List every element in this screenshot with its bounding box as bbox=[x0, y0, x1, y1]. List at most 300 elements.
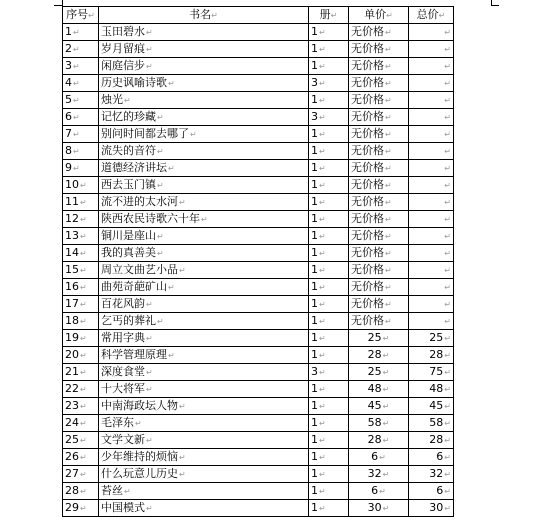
unit-price-cell[interactable] bbox=[349, 41, 409, 58]
book-title-text: 十大将军 bbox=[101, 381, 145, 395]
book-title-cell[interactable] bbox=[99, 24, 309, 41]
book-title-cell[interactable] bbox=[99, 296, 309, 313]
row-number-cell[interactable] bbox=[63, 500, 99, 517]
paragraph-mark: ↵ bbox=[444, 163, 451, 173]
book-title-text: 苔丝 bbox=[101, 483, 123, 497]
unit-price-cell[interactable] bbox=[349, 347, 409, 364]
paragraph-mark: ↵ bbox=[444, 350, 451, 360]
row-number-cell[interactable] bbox=[63, 381, 99, 398]
unit-price-text: 无价格 bbox=[351, 75, 384, 89]
row-number-cell[interactable] bbox=[63, 466, 99, 483]
paragraph-mark: ↵ bbox=[80, 214, 87, 224]
unit-price-cell[interactable] bbox=[349, 364, 409, 381]
paragraph-mark: ↵ bbox=[444, 452, 451, 462]
unit-price-text: 45 bbox=[367, 398, 382, 412]
row-number-cell[interactable] bbox=[63, 313, 99, 330]
unit-price-text: 无价格 bbox=[351, 109, 384, 123]
paragraph-mark: ↵ bbox=[382, 350, 390, 360]
row-number-cell[interactable] bbox=[63, 398, 99, 415]
paragraph-mark: ↵ bbox=[319, 231, 326, 241]
row-number-cell[interactable] bbox=[63, 126, 99, 143]
table-row bbox=[63, 279, 454, 296]
row-number-cell[interactable] bbox=[63, 92, 99, 109]
unit-price-cell[interactable] bbox=[349, 109, 409, 126]
volume-count-cell[interactable] bbox=[309, 466, 349, 483]
total-price-cell[interactable] bbox=[409, 143, 454, 160]
table-row bbox=[63, 24, 454, 41]
total-price-cell[interactable] bbox=[409, 500, 454, 517]
total-price-cell[interactable] bbox=[409, 415, 454, 432]
book-title-cell[interactable] bbox=[99, 398, 309, 415]
row-number-cell[interactable] bbox=[63, 24, 99, 41]
paragraph-mark: ↵ bbox=[146, 299, 153, 309]
volume-count-cell[interactable] bbox=[309, 364, 349, 381]
table-row bbox=[63, 381, 454, 398]
paragraph-mark: ↵ bbox=[80, 435, 87, 445]
table-row bbox=[63, 109, 454, 126]
row-number-text: 25 bbox=[65, 432, 79, 446]
volume-count-cell[interactable] bbox=[309, 381, 349, 398]
paragraph-mark: ↵ bbox=[124, 95, 131, 105]
row-number-cell[interactable] bbox=[63, 228, 99, 245]
total-price-text: 25 bbox=[429, 330, 444, 344]
volume-count-cell[interactable] bbox=[309, 279, 349, 296]
header-volume[interactable]: 册↵ bbox=[309, 7, 349, 24]
paragraph-mark: ↵ bbox=[168, 163, 175, 173]
paragraph-mark: ↵ bbox=[444, 435, 451, 445]
paragraph-mark: ↵ bbox=[80, 469, 87, 479]
unit-price-cell[interactable] bbox=[349, 194, 409, 211]
book-title-cell[interactable] bbox=[99, 262, 309, 279]
total-price-cell[interactable] bbox=[409, 228, 454, 245]
paragraph-mark: ↵ bbox=[168, 78, 175, 88]
unit-price-cell[interactable] bbox=[349, 262, 409, 279]
book-title-text: 西去玉门镇 bbox=[101, 177, 156, 191]
unit-price-cell[interactable] bbox=[349, 245, 409, 262]
book-title-text: 百花风韵 bbox=[101, 296, 145, 310]
row-number-cell[interactable] bbox=[63, 262, 99, 279]
volume-count-cell[interactable] bbox=[309, 58, 349, 75]
unit-price-text: 无价格 bbox=[351, 296, 384, 310]
paragraph-mark: ↵ bbox=[385, 214, 392, 224]
total-price-cell[interactable] bbox=[409, 109, 454, 126]
book-title-cell[interactable] bbox=[99, 143, 309, 160]
total-price-text: 75 bbox=[429, 364, 444, 378]
volume-count-text: 1 bbox=[311, 177, 318, 191]
book-title-cell[interactable] bbox=[99, 466, 309, 483]
unit-price-cell[interactable] bbox=[349, 143, 409, 160]
book-title-text: 岁月留痕 bbox=[101, 41, 145, 55]
unit-price-text: 无价格 bbox=[351, 160, 384, 174]
total-price-text: 6 bbox=[436, 449, 444, 463]
total-price-cell[interactable] bbox=[409, 466, 454, 483]
table-row bbox=[63, 126, 454, 143]
volume-count-cell[interactable] bbox=[309, 296, 349, 313]
total-price-cell[interactable] bbox=[409, 211, 454, 228]
row-number-cell[interactable] bbox=[63, 58, 99, 75]
volume-count-cell[interactable] bbox=[309, 432, 349, 449]
table-row bbox=[63, 228, 454, 245]
total-price-cell[interactable] bbox=[409, 92, 454, 109]
total-price-cell[interactable] bbox=[409, 449, 454, 466]
book-title-cell[interactable] bbox=[99, 483, 309, 500]
book-title-cell[interactable] bbox=[99, 92, 309, 109]
header-no[interactable]: 序号↵ bbox=[63, 7, 99, 24]
paragraph-mark: ↵ bbox=[73, 112, 80, 122]
paragraph-mark: ↵ bbox=[157, 112, 164, 122]
row-number-cell[interactable] bbox=[63, 177, 99, 194]
paragraph-mark: ↵ bbox=[385, 78, 392, 88]
paragraph-mark: ↵ bbox=[444, 299, 451, 309]
paragraph-mark: ↵ bbox=[385, 61, 392, 71]
volume-count-text: 1 bbox=[311, 347, 318, 361]
unit-price-cell[interactable] bbox=[349, 449, 409, 466]
total-price-cell[interactable] bbox=[409, 160, 454, 177]
unit-price-cell[interactable] bbox=[349, 160, 409, 177]
paragraph-mark: ↵ bbox=[319, 418, 326, 428]
row-number-cell[interactable] bbox=[63, 143, 99, 160]
paragraph-mark: ↵ bbox=[179, 265, 186, 275]
row-number-text: 5 bbox=[65, 92, 72, 106]
volume-count-text: 1 bbox=[311, 126, 318, 140]
row-number-cell[interactable] bbox=[63, 41, 99, 58]
unit-price-cell[interactable] bbox=[349, 126, 409, 143]
unit-price-text: 无价格 bbox=[351, 41, 384, 55]
paragraph-mark: ↵ bbox=[179, 469, 186, 479]
paragraph-mark: ↵ bbox=[319, 61, 326, 71]
table-row bbox=[63, 466, 454, 483]
row-number-cell[interactable] bbox=[63, 364, 99, 381]
row-number-text: 21 bbox=[65, 364, 79, 378]
total-price-cell[interactable] bbox=[409, 58, 454, 75]
row-number-cell[interactable] bbox=[63, 330, 99, 347]
book-title-cell[interactable] bbox=[99, 228, 309, 245]
unit-price-text: 28 bbox=[367, 347, 382, 361]
book-title-cell[interactable] bbox=[99, 415, 309, 432]
total-price-cell[interactable] bbox=[409, 347, 454, 364]
volume-count-cell[interactable] bbox=[309, 500, 349, 517]
volume-count-cell[interactable] bbox=[309, 143, 349, 160]
unit-price-cell[interactable] bbox=[349, 466, 409, 483]
paragraph-mark: ↵ bbox=[80, 452, 87, 462]
paragraph-mark: ↵ bbox=[146, 503, 153, 513]
row-number-text: 23 bbox=[65, 398, 79, 412]
total-price-cell[interactable] bbox=[409, 126, 454, 143]
volume-count-cell[interactable] bbox=[309, 75, 349, 92]
volume-count-cell[interactable] bbox=[309, 160, 349, 177]
total-price-cell[interactable] bbox=[409, 330, 454, 347]
paragraph-mark: ↵ bbox=[73, 129, 80, 139]
total-price-cell[interactable] bbox=[409, 279, 454, 296]
total-price-cell[interactable] bbox=[409, 177, 454, 194]
paragraph-mark: ↵ bbox=[319, 44, 326, 54]
paragraph-mark: ↵ bbox=[80, 316, 87, 326]
total-price-cell[interactable] bbox=[409, 41, 454, 58]
unit-price-cell[interactable] bbox=[349, 92, 409, 109]
row-number-text: 13 bbox=[65, 228, 79, 242]
paragraph-mark: ↵ bbox=[319, 180, 326, 190]
row-number-cell[interactable] bbox=[63, 245, 99, 262]
book-list-table bbox=[62, 6, 454, 517]
volume-count-cell[interactable] bbox=[309, 194, 349, 211]
paragraph-mark: ↵ bbox=[385, 163, 392, 173]
unit-price-text: 32 bbox=[367, 466, 382, 480]
book-title-text: 曲苑奇葩矿山 bbox=[101, 279, 167, 293]
book-title-cell[interactable] bbox=[99, 347, 309, 364]
total-price-cell[interactable] bbox=[409, 24, 454, 41]
table-row bbox=[63, 177, 454, 194]
unit-price-cell[interactable] bbox=[349, 75, 409, 92]
row-number-cell[interactable] bbox=[63, 75, 99, 92]
paragraph-mark: ↵ bbox=[190, 129, 197, 139]
paragraph-mark: ↵ bbox=[319, 367, 326, 377]
book-title-text: 文学文新 bbox=[101, 432, 145, 446]
book-title-cell[interactable] bbox=[99, 432, 309, 449]
paragraph-mark: ↵ bbox=[168, 350, 175, 360]
book-title-cell[interactable] bbox=[99, 381, 309, 398]
volume-count-cell[interactable] bbox=[309, 415, 349, 432]
unit-price-text: 无价格 bbox=[351, 228, 384, 242]
volume-count-text: 1 bbox=[311, 398, 318, 412]
paragraph-mark: ↵ bbox=[319, 384, 326, 394]
header-title[interactable]: 书名↵ bbox=[99, 7, 309, 24]
table-row bbox=[63, 92, 454, 109]
unit-price-cell[interactable] bbox=[349, 432, 409, 449]
paragraph-mark: ↵ bbox=[319, 248, 326, 258]
paragraph-mark: ↵ bbox=[80, 418, 87, 428]
volume-count-cell[interactable] bbox=[309, 398, 349, 415]
paragraph-mark: ↵ bbox=[385, 180, 392, 190]
unit-price-cell[interactable] bbox=[349, 483, 409, 500]
unit-price-cell[interactable] bbox=[349, 330, 409, 347]
row-number-cell[interactable] bbox=[63, 432, 99, 449]
total-price-cell[interactable] bbox=[409, 296, 454, 313]
book-title-cell[interactable] bbox=[99, 177, 309, 194]
volume-count-text: 1 bbox=[311, 500, 318, 514]
paragraph-mark: ↵ bbox=[319, 163, 326, 173]
volume-count-cell[interactable] bbox=[309, 24, 349, 41]
paragraph-mark: ↵ bbox=[80, 231, 87, 241]
volume-count-cell[interactable] bbox=[309, 262, 349, 279]
paragraph-mark: ↵ bbox=[124, 486, 131, 496]
volume-count-cell[interactable] bbox=[309, 228, 349, 245]
total-price-cell[interactable] bbox=[409, 194, 454, 211]
book-title-text: 流不进的太水河 bbox=[101, 194, 178, 208]
total-price-text: 6 bbox=[436, 483, 444, 497]
row-number-text: 4 bbox=[65, 75, 72, 89]
paragraph-mark: ↵ bbox=[73, 27, 80, 37]
paragraph-mark: ↵ bbox=[444, 129, 451, 139]
paragraph-mark: ↵ bbox=[80, 486, 87, 496]
book-title-text: 科学管理原理 bbox=[101, 347, 167, 361]
volume-count-cell[interactable] bbox=[309, 126, 349, 143]
volume-count-text: 1 bbox=[311, 330, 318, 344]
paragraph-mark: ↵ bbox=[80, 503, 87, 513]
row-number-cell[interactable] bbox=[63, 211, 99, 228]
total-price-cell[interactable] bbox=[409, 245, 454, 262]
unit-price-cell[interactable] bbox=[349, 398, 409, 415]
paragraph-mark: ↵ bbox=[385, 129, 392, 139]
table-row bbox=[63, 194, 454, 211]
paragraph-mark: ↵ bbox=[80, 401, 87, 411]
table-row bbox=[63, 262, 454, 279]
volume-count-cell[interactable] bbox=[309, 109, 349, 126]
paragraph-mark: ↵ bbox=[80, 248, 87, 258]
volume-count-cell[interactable] bbox=[309, 211, 349, 228]
book-title-text: 闲庭信步 bbox=[101, 58, 145, 72]
table-row bbox=[63, 245, 454, 262]
unit-price-cell[interactable] bbox=[349, 296, 409, 313]
row-number-text: 16 bbox=[65, 279, 79, 293]
paragraph-mark: ↵ bbox=[146, 367, 153, 377]
row-number-text: 11 bbox=[65, 194, 79, 208]
paragraph-mark: ↵ bbox=[385, 44, 392, 54]
table-row bbox=[63, 41, 454, 58]
book-title-cell[interactable] bbox=[99, 313, 309, 330]
paragraph-mark: ↵ bbox=[385, 299, 392, 309]
book-title-cell[interactable] bbox=[99, 41, 309, 58]
paragraph-mark: ↵ bbox=[319, 469, 326, 479]
volume-count-cell[interactable] bbox=[309, 449, 349, 466]
paragraph-mark: ↵ bbox=[319, 282, 326, 292]
book-title-cell[interactable] bbox=[99, 160, 309, 177]
row-number-cell[interactable] bbox=[63, 160, 99, 177]
book-title-cell[interactable] bbox=[99, 279, 309, 296]
book-title-cell[interactable] bbox=[99, 109, 309, 126]
total-price-cell[interactable] bbox=[409, 262, 454, 279]
row-number-text: 7 bbox=[65, 126, 72, 140]
row-number-cell[interactable] bbox=[63, 415, 99, 432]
header-total-price[interactable]: 总价↵ bbox=[409, 7, 454, 24]
paragraph-mark: ↵ bbox=[146, 27, 153, 37]
paragraph-mark: ↵ bbox=[385, 197, 392, 207]
paragraph-mark: ↵ bbox=[319, 299, 326, 309]
row-number-text: 20 bbox=[65, 347, 79, 361]
volume-count-cell[interactable] bbox=[309, 347, 349, 364]
paragraph-mark: ↵ bbox=[80, 265, 87, 275]
book-title-cell[interactable] bbox=[99, 126, 309, 143]
paragraph-mark: ↵ bbox=[319, 316, 326, 326]
volume-count-text: 1 bbox=[311, 381, 318, 395]
book-title-text: 我的真善美 bbox=[101, 245, 156, 259]
row-number-text: 10 bbox=[65, 177, 79, 191]
page-corner-mark bbox=[54, 5, 62, 6]
unit-price-cell[interactable] bbox=[349, 211, 409, 228]
total-price-cell[interactable] bbox=[409, 364, 454, 381]
table-row bbox=[63, 296, 454, 313]
unit-price-cell[interactable] bbox=[349, 415, 409, 432]
row-number-cell[interactable] bbox=[63, 109, 99, 126]
row-number-text: 1 bbox=[65, 24, 72, 38]
volume-count-cell[interactable] bbox=[309, 483, 349, 500]
paragraph-mark: ↵ bbox=[444, 248, 451, 258]
paragraph-mark: ↵ bbox=[146, 333, 153, 343]
total-price-text: 58 bbox=[429, 415, 444, 429]
volume-count-cell[interactable] bbox=[309, 330, 349, 347]
book-title-text: 中南海政坛人物 bbox=[101, 398, 178, 412]
unit-price-cell[interactable] bbox=[349, 177, 409, 194]
total-price-cell[interactable] bbox=[409, 483, 454, 500]
table-row bbox=[63, 160, 454, 177]
unit-price-cell[interactable] bbox=[349, 58, 409, 75]
volume-count-cell[interactable] bbox=[309, 245, 349, 262]
total-price-cell[interactable] bbox=[409, 381, 454, 398]
volume-count-text: 3 bbox=[311, 75, 318, 89]
book-title-cell[interactable] bbox=[99, 449, 309, 466]
volume-count-text: 1 bbox=[311, 194, 318, 208]
volume-count-cell[interactable] bbox=[309, 41, 349, 58]
row-number-cell[interactable] bbox=[63, 194, 99, 211]
paragraph-mark: ↵ bbox=[135, 418, 142, 428]
unit-price-cell[interactable] bbox=[349, 500, 409, 517]
header-unit-price[interactable]: 单价↵ bbox=[349, 7, 409, 24]
row-number-cell[interactable] bbox=[63, 296, 99, 313]
book-title-cell[interactable] bbox=[99, 330, 309, 347]
volume-count-cell[interactable] bbox=[309, 92, 349, 109]
unit-price-cell[interactable] bbox=[349, 24, 409, 41]
book-title-cell[interactable] bbox=[99, 245, 309, 262]
volume-count-text: 1 bbox=[311, 483, 318, 497]
book-title-cell[interactable] bbox=[99, 75, 309, 92]
total-price-cell[interactable] bbox=[409, 432, 454, 449]
unit-price-text: 无价格 bbox=[351, 262, 384, 276]
unit-price-cell[interactable] bbox=[349, 228, 409, 245]
table-header-row bbox=[63, 7, 454, 24]
row-number-cell[interactable] bbox=[63, 347, 99, 364]
book-title-text: 历史讽喻诗歌 bbox=[101, 75, 167, 89]
paragraph-mark: ↵ bbox=[80, 299, 87, 309]
table-row bbox=[63, 415, 454, 432]
unit-price-text: 58 bbox=[367, 415, 382, 429]
paragraph-mark: ↵ bbox=[382, 503, 390, 513]
book-title-cell[interactable] bbox=[99, 194, 309, 211]
paragraph-mark: ↵ bbox=[80, 197, 87, 207]
paragraph-mark: ↵ bbox=[444, 231, 451, 241]
volume-count-cell[interactable] bbox=[309, 313, 349, 330]
row-number-cell[interactable] bbox=[63, 279, 99, 296]
table-row bbox=[63, 449, 454, 466]
paragraph-mark: ↵ bbox=[201, 214, 208, 224]
paragraph-mark: ↵ bbox=[382, 384, 390, 394]
paragraph-mark: ↵ bbox=[444, 44, 451, 54]
row-number-cell[interactable] bbox=[63, 449, 99, 466]
total-price-cell[interactable] bbox=[409, 398, 454, 415]
unit-price-cell[interactable] bbox=[349, 313, 409, 330]
paragraph-mark: ↵ bbox=[382, 367, 390, 377]
total-price-cell[interactable] bbox=[409, 313, 454, 330]
volume-count-text: 1 bbox=[311, 58, 318, 72]
book-title-cell[interactable] bbox=[99, 211, 309, 228]
unit-price-cell[interactable] bbox=[349, 381, 409, 398]
paragraph-mark: ↵ bbox=[444, 265, 451, 275]
total-price-cell[interactable] bbox=[409, 75, 454, 92]
book-title-cell[interactable] bbox=[99, 58, 309, 75]
paragraph-mark: ↵ bbox=[157, 180, 164, 190]
paragraph-mark: ↵ bbox=[385, 316, 392, 326]
row-number-text: 12 bbox=[65, 211, 79, 225]
unit-price-cell[interactable] bbox=[349, 279, 409, 296]
page-corner-mark bbox=[491, 5, 499, 6]
volume-count-cell[interactable] bbox=[309, 177, 349, 194]
paragraph-mark: ↵ bbox=[319, 129, 326, 139]
row-number-cell[interactable] bbox=[63, 483, 99, 500]
paragraph-mark: ↵ bbox=[146, 384, 153, 394]
row-number-text: 17 bbox=[65, 296, 79, 310]
book-title-cell[interactable] bbox=[99, 364, 309, 381]
table-row bbox=[63, 313, 454, 330]
total-price-text: 28 bbox=[429, 347, 444, 361]
book-title-cell[interactable] bbox=[99, 500, 309, 517]
